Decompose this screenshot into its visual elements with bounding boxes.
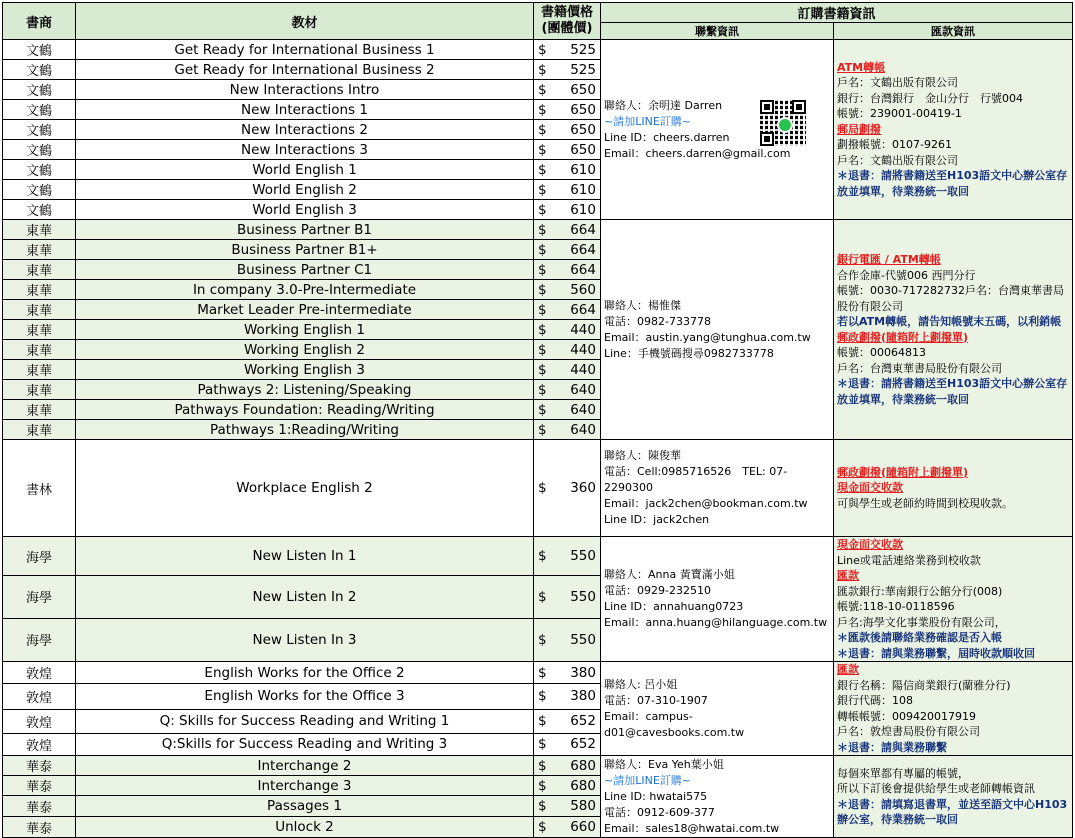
currency-symbol: $ [538,480,547,496]
price-value: 610 [570,201,596,218]
payment-line: 銀行：台灣銀行 金山分行 行號004 [837,91,1023,105]
contact-line: ~請加LINE訂購~ [604,773,691,787]
payment-line: 戶名：台灣東華書局股份有限公司 [837,361,1002,375]
currency-symbol: $ [538,161,547,178]
contact-line: 聯絡人：楊惟傑 [604,298,681,312]
price-value: 650 [570,121,596,138]
order-table [2,2,1073,838]
line-qr-code-icon[interactable] [760,100,806,146]
contact-line: 電話：Cell:0985716526 TEL: 07-2290300 [604,465,788,494]
contact-line: Line：手機號碼搜尋0982733778 [604,346,774,360]
header-order-info: 訂購書籍資訊 [601,3,1073,23]
price-value: 640 [570,381,596,398]
payment-line: 匯款銀行:華南銀行公館分行(008) [837,584,1003,598]
price-cell [534,756,601,776]
payment-line: 戶名：敦煌書局股份有限公司 [837,725,980,738]
price-cell [534,380,601,400]
header-price-line2: (團體價) [541,21,593,36]
price-value: 380 [570,688,596,705]
publisher-cell: 華泰 [3,817,76,838]
price-value: 610 [570,181,596,198]
publisher-cell: 文鶴 [3,200,76,220]
textbook-cell: Get Ready for International Business 2 [76,60,534,80]
textbook-cell: Business Partner B1+ [76,240,534,260]
textbook-cell: English Works for the Office 3 [76,684,534,709]
contact-line: 聯絡人：Anna 黃寶滿小姐 [604,568,735,581]
textbook-cell: Market Leader Pre-intermediate [76,300,534,320]
textbook-cell: Business Partner C1 [76,260,534,280]
textbook-cell: Working English 3 [76,360,534,380]
currency-symbol: $ [538,421,547,438]
contact-info-cell [601,40,834,220]
textbook-cell: Workplace English 2 [76,440,534,537]
price-cell [534,180,601,200]
order-table-body [3,40,1073,838]
currency-symbol: $ [538,141,547,158]
payment-line: 銀行電匯 / ATM轉帳 [837,253,941,266]
textbook-cell: Interchange 2 [76,756,534,776]
currency-symbol: $ [538,664,547,681]
currency-symbol: $ [538,281,547,298]
publisher-cell: 書林 [3,440,76,537]
price-cell [534,709,601,733]
price-cell [534,817,601,838]
currency-symbol: $ [538,798,547,814]
price-value: 525 [570,61,596,78]
price-value: 650 [570,101,596,118]
contact-line: 聯絡人：余明達 Darren [604,98,723,112]
payment-line: 劃撥帳號：0107-9261 [837,138,952,152]
price-value: 640 [570,421,596,438]
price-value: 680 [570,757,596,774]
publisher-cell: 文鶴 [3,100,76,120]
currency-symbol: $ [538,631,547,648]
payment-line: ATM轉帳 [837,60,886,74]
publisher-cell: 敦煌 [3,709,76,733]
contact-line: Line ID：cheers.darren [604,130,730,144]
textbook-cell: Get Ready for International Business 1 [76,40,534,60]
payment-line: 可與學生或老師約時間到校現收款。 [837,496,1013,510]
publisher-cell: 文鶴 [3,180,76,200]
price-cell [534,300,601,320]
contact-info-cell [601,662,834,756]
price-value: 664 [570,301,596,318]
payment-line: 匯款 [837,569,859,582]
price-value: 440 [570,321,596,338]
payment-line: 銀行名稱：陽信商業銀行(蘭雅分行) [837,678,1011,692]
publisher-cell: 東華 [3,400,76,420]
publisher-cell: 海學 [3,618,76,661]
publisher-cell: 華泰 [3,756,76,776]
table-row [3,440,1073,537]
price-value: 525 [570,41,596,58]
contact-line: 聯絡人：Eva Yeh葉小姐 [604,757,724,771]
price-cell [534,400,601,420]
contact-line: 聯絡人：陳俊華 [604,449,681,462]
textbook-cell: Passages 1 [76,796,534,817]
currency-symbol: $ [538,381,547,398]
payment-line: ＊退書：請填寫退書單，並送至語文中心H103辦公室，待業務統一取回 [837,797,1068,826]
header-price [534,3,601,40]
currency-symbol: $ [538,713,547,730]
price-cell [534,340,601,360]
price-value: 360 [570,480,596,496]
currency-symbol: $ [538,361,547,378]
currency-symbol: $ [538,757,547,774]
payment-line: Line或電話連絡業務到校收款 [837,553,981,567]
price-cell [534,360,601,380]
publisher-cell: 華泰 [3,776,76,796]
contact-line: Email：jack2chen@bookman.com.tw [604,497,808,510]
publisher-cell: 東華 [3,300,76,320]
table-row [3,662,1073,684]
price-cell [534,662,601,684]
price-value: 560 [570,281,596,298]
textbook-cell: World English 3 [76,200,534,220]
textbook-cell: New Listen In 2 [76,576,534,618]
payment-line: 帳號：239001-00419-1 [837,107,962,121]
currency-symbol: $ [538,181,547,198]
currency-symbol: $ [538,241,547,258]
table-row [3,220,1073,240]
textbook-cell: Interchange 3 [76,776,534,796]
header-publisher: 書商 [3,3,76,40]
price-value: 610 [570,161,596,178]
price-cell [534,320,601,340]
publisher-cell: 東華 [3,260,76,280]
currency-symbol: $ [538,301,547,318]
publisher-cell: 文鶴 [3,80,76,100]
publisher-cell: 東華 [3,280,76,300]
payment-info-cell [834,440,1073,537]
price-value: 580 [570,798,596,814]
price-cell [534,576,601,618]
textbook-cell: Unlock 2 [76,817,534,838]
textbook-cell: Q: Skills for Success Reading and Writing 1 [76,709,534,733]
contact-info-cell [601,440,834,537]
publisher-cell: 文鶴 [3,120,76,140]
price-value: 652 [570,736,596,753]
price-cell [534,733,601,755]
currency-symbol: $ [538,736,547,753]
textbook-cell: New Interactions 2 [76,120,534,140]
price-value: 380 [570,664,596,681]
price-cell [534,140,601,160]
textbook-cell: New Listen In 3 [76,618,534,661]
price-cell [534,618,601,661]
payment-line: 銀行代碼：108 [837,694,913,707]
header-contact: 聯繫資訊 [601,23,834,40]
price-value: 650 [570,81,596,98]
payment-line: 若以ATM轉帳，請告知帳號末五碼，以利銷帳 [837,315,1062,328]
publisher-cell: 海學 [3,576,76,618]
contact-line: Line ID: hwatai575 [604,789,708,803]
payment-line: 戶名:海學文化事業股份有限公司， [837,615,1006,629]
publisher-cell: 敦煌 [3,733,76,755]
payment-info-cell [834,537,1073,662]
contact-line: Email：austin.yang@tunghua.com.tw [604,330,811,344]
currency-symbol: $ [538,61,547,78]
textbook-cell: Business Partner B1 [76,220,534,240]
price-value: 664 [570,241,596,258]
payment-line: ＊退書：請將書籍送至H103語文中心辦公室存放並填單，待業務統一取回 [837,169,1068,198]
textbook-cell: Working English 1 [76,320,534,340]
price-value: 650 [570,141,596,158]
publisher-cell: 東華 [3,360,76,380]
currency-symbol: $ [538,121,547,138]
publisher-cell: 東華 [3,420,76,440]
price-cell [534,776,601,796]
textbook-cell: Working English 2 [76,340,534,360]
payment-info-cell [834,40,1073,220]
price-value: 664 [570,221,596,238]
price-cell [534,120,601,140]
textbook-cell: Pathways 1:Reading/Writing [76,420,534,440]
contact-line: 電話：0912-609-377 [604,805,715,819]
textbook-cell: New Listen In 1 [76,537,534,576]
price-cell [534,537,601,576]
payment-line: 轉帳帳號：009420017919 [837,709,976,723]
contact-info-cell [601,537,834,662]
contact-line: Email：cheers.darren@gmail.com [604,146,791,160]
textbook-cell: English Works for the Office 2 [76,662,534,684]
textbook-cell: World English 1 [76,160,534,180]
header-price-line1: 書籍價格 [540,5,593,20]
publisher-cell: 東華 [3,220,76,240]
textbook-cell: In company 3.0-Pre-Intermediate [76,280,534,300]
textbook-cell: Pathways 2: Listening/Speaking [76,380,534,400]
price-value: 680 [570,777,596,794]
publisher-cell: 文鶴 [3,140,76,160]
price-value: 640 [570,401,596,418]
textbook-cell: World English 2 [76,180,534,200]
publisher-cell: 海學 [3,537,76,576]
header-textbook: 教材 [76,3,534,40]
payment-line: 合作金庫-代號006 西門分行 [837,268,976,282]
publisher-cell: 敦煌 [3,684,76,709]
textbook-cell: New Interactions 3 [76,140,534,160]
contact-line: Email：sales18@hwatai.com.tw [604,821,780,835]
price-cell [534,200,601,220]
table-row [3,537,1073,576]
payment-line: 戶名：文鶴出版有限公司 [837,76,958,90]
price-value: 550 [570,631,596,648]
publisher-cell: 文鶴 [3,160,76,180]
price-value: 440 [570,361,596,378]
payment-line: ＊匯款後請聯絡業務確認是否入帳 [837,631,1002,644]
price-cell [534,220,601,240]
currency-symbol: $ [538,588,547,605]
price-value: 550 [570,548,596,565]
table-row [3,40,1073,60]
price-cell [534,60,601,80]
contact-info-cell [601,220,834,440]
price-cell [534,684,601,709]
payment-line: 戶名：文鶴出版有限公司 [837,153,958,167]
textbook-cell: Q:Skills for Success Reading and Writing 3 [76,733,534,755]
price-cell [534,100,601,120]
contact-line: 電話：0982-733778 [604,314,711,328]
currency-symbol: $ [538,41,547,58]
currency-symbol: $ [538,261,547,278]
payment-line: 每個來單都有專屬的帳號， [837,766,969,780]
price-value: 652 [570,713,596,730]
contact-line: Line ID：annahuang0723 [604,600,744,613]
contact-info-cell [601,756,834,838]
payment-info-cell [834,756,1073,838]
price-cell [534,260,601,280]
currency-symbol: $ [538,321,547,338]
price-cell [534,160,601,180]
payment-line: 現金面交收款 [837,481,903,495]
contact-line: Email：campus-d01@cavesbooks.com.tw [604,709,745,739]
payment-line: 帳號:118-10-0118596 [837,600,955,613]
contact-line: 電話：0929-232510 [604,584,711,597]
publisher-cell: 華泰 [3,796,76,817]
price-cell [534,280,601,300]
publisher-cell: 東華 [3,340,76,360]
currency-symbol: $ [538,221,547,238]
publisher-cell: 文鶴 [3,60,76,80]
publisher-cell: 東華 [3,320,76,340]
payment-line: 匯款 [837,663,859,676]
price-value: 550 [570,588,596,605]
price-value: 664 [570,261,596,278]
contact-line: 聯絡人: 呂小姐 [604,677,678,691]
payment-line: 郵政劃撥(隨箱附上劃撥單) [837,465,969,479]
payment-info-cell [834,220,1073,440]
currency-symbol: $ [538,341,547,358]
payment-line: 帳號：00064813 [837,346,926,359]
currency-symbol: $ [538,401,547,418]
textbook-cell: New Interactions 1 [76,100,534,120]
price-value: 440 [570,341,596,358]
payment-line: 郵局劃撥 [837,122,881,136]
payment-line: ＊退書：請將書籍送至H103語文中心辦公室存放並填單，待業務統一取回 [837,377,1068,406]
payment-info-cell [834,662,1073,756]
publisher-cell: 東華 [3,240,76,260]
currency-symbol: $ [538,819,547,835]
price-cell [534,440,601,537]
price-cell [534,240,601,260]
price-value: 660 [570,819,596,835]
price-cell [534,796,601,817]
currency-symbol: $ [538,201,547,218]
contact-line: Line ID：jack2chen [604,513,710,526]
payment-line: 帳號：0030-717282732戶名：台灣東華書局股份有限公司 [837,284,1064,313]
payment-line: ＊退書：請與業務聯繫 [837,740,947,754]
contact-line: 電話：07-310-1907 [604,693,708,707]
publisher-cell: 敦煌 [3,662,76,684]
currency-symbol: $ [538,548,547,565]
price-cell [534,80,601,100]
contact-line: Email：anna.huang@hilanguage.com.tw [604,616,828,629]
currency-symbol: $ [538,777,547,794]
textbook-cell: New Interactions Intro [76,80,534,100]
contact-line: ~請加LINE訂購~ [604,114,691,128]
payment-line: ＊退書：請與業務聯繫，屆時收款順收回 [837,646,1035,660]
currency-symbol: $ [538,101,547,118]
table-row [3,756,1073,776]
payment-line: 現金面交收款 [837,538,903,551]
payment-line: 郵政劃撥(隨箱附上劃撥單) [837,330,969,344]
price-cell [534,420,601,440]
textbook-cell: Pathways Foundation: Reading/Writing [76,400,534,420]
publisher-cell: 東華 [3,380,76,400]
payment-line: 所以下訂後會提供給學生或老師轉帳資訊 [837,782,1035,795]
header-payment: 匯款資訊 [834,23,1073,40]
currency-symbol: $ [538,688,547,705]
currency-symbol: $ [538,81,547,98]
publisher-cell: 文鶴 [3,40,76,60]
price-cell [534,40,601,60]
